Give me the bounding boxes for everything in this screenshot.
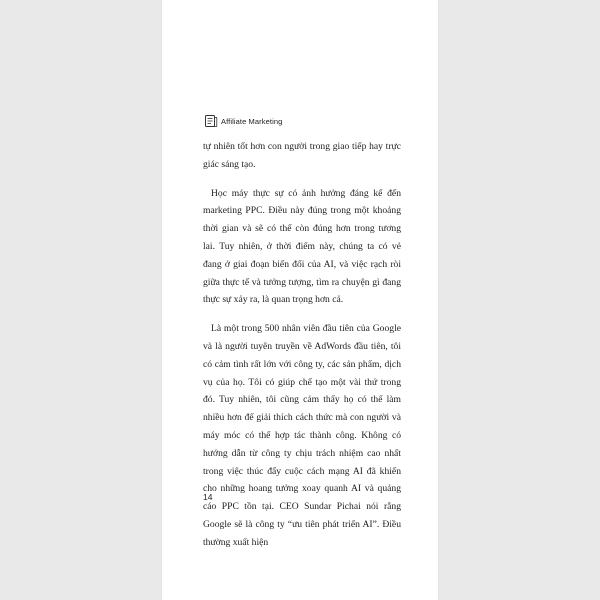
running-header-title: Affiliate Marketing [221, 116, 283, 126]
book-page [162, 0, 438, 600]
page-number: 14 [203, 492, 213, 502]
paragraph-machine-learning: Học máy thực sự có ảnh hưởng đáng kể đến marketing PPC. Điều này đúng trong một khoảng thời gian và sẽ có thể còn đúng hơn trong tương lai. Tuy nhiên, ở thời điểm này, chúng ta có vẻ đang ở giai đoạn biến đổi của AI, và việc rạch ròi giữa thực tế và tưởng tượng, tìm ra chuyện gì đang thực sự xảy ra, là quan trọng hơn cả. [203, 187, 401, 306]
page-body-text [203, 138, 401, 563]
running-header [204, 113, 282, 129]
paragraph-continuation: tự nhiên tốt hơn con người trong giao tiếp hay trực giác sáng tạo. [203, 141, 401, 170]
paragraph-google-adwords: Là một trong 500 nhân viên đầu tiên của Google và là người tuyên truyền về AdWords đầu tiên, tôi có cảm tình rất lớn với công ty, các sản phẩm, dịch vụ của họ. Tôi có giúp chế tạo một vài thứ trong đó. Tuy nhiên, tôi cũng cảm thấy họ có thể làm nhiều hơn để giải thích cách thức mà con người và máy móc có thể hợp tác thành công. Không có hướng dẫn từ công ty chịu trách nhiệm cao nhất trong việc thúc đẩy cuộc cách mạng AI đã khiến cho những hoang tưởng xoay quanh AI và quảng cáo PPC tồn tại. CEO Sundar Pichai nói rằng Google sẽ là công ty “ưu tiên phát triển AI”. Điều thường xuất hiện [203, 323, 401, 548]
book-emblem-icon [204, 114, 218, 128]
